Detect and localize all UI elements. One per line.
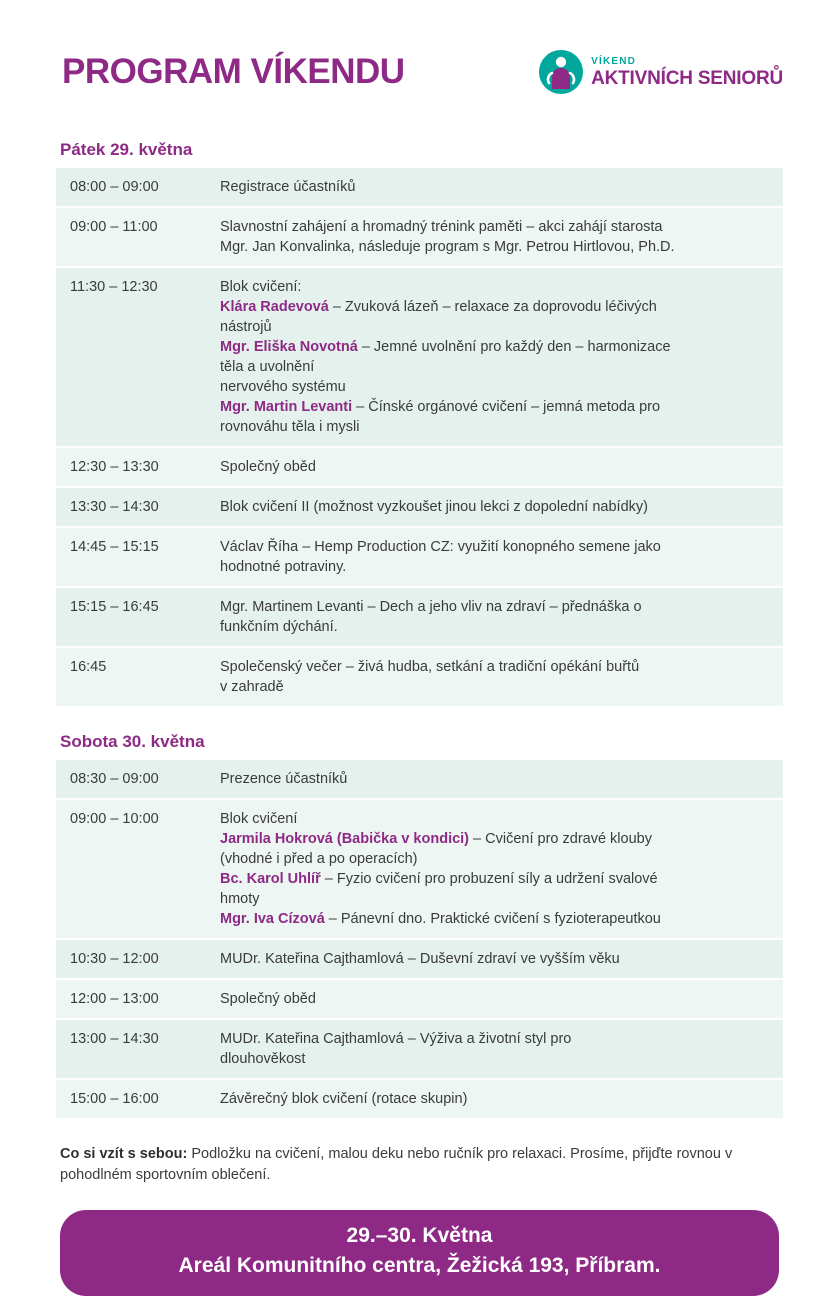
description-text: – Fyzio cvičení pro probuzení síly a udržení svalové [320,871,658,887]
description-text: dlouhověkost [220,1051,306,1067]
row-description [208,1019,783,1079]
description-line [220,597,773,617]
note-text: Podložku na cvičení, malou deku nebo ručník pro relaxaci. Prosíme, přijďte rovnou v pohodlném sportovním oblečení. [60,1146,733,1184]
table-row [56,1079,783,1118]
description-line [220,277,773,297]
description-line [220,617,773,637]
description-text: Blok cvičení II (možnost vyzkoušet jinou lekci z dopolední nabídky) [220,499,648,515]
day-title-saturday: Sobota 30. května [60,732,205,751]
description-line [220,869,773,889]
row-description [208,587,783,647]
table-row [56,487,783,527]
row-description [208,799,783,939]
description-line [220,297,773,317]
row-time: 10:30 – 12:00 [56,939,208,979]
table-row [56,168,783,207]
description-line [220,357,773,377]
presenter-name: Mgr. Martin Levanti [220,399,353,415]
schedule-table-friday [56,168,783,706]
senior-exercise-figure-icon [539,50,583,94]
description-text: Prezence účastníků [220,771,348,787]
row-description [208,760,783,799]
description-line [220,497,773,517]
description-text: těla a uvolnění [220,359,315,375]
logo-big-text: AKTIVNÍCH SENIORŮ [591,67,783,89]
description-line [220,949,773,969]
description-line [220,457,773,477]
presenter-name: Mgr. Eliška Novotná [220,339,358,355]
row-time: 09:00 – 10:00 [56,799,208,939]
table-row [56,939,783,979]
description-text: nervového systému [220,379,346,395]
presenter-name: Bc. Karol Uhlíř [220,871,321,887]
description-line [220,1049,773,1069]
description-line [220,829,773,849]
row-time: 08:00 – 09:00 [56,168,208,207]
description-text: MUDr. Kateřina Cajthamlová – Duševní zdraví ve vyšším věku [220,951,620,967]
description-text: – Jemné uvolnění pro každý den – harmonizace [357,339,671,355]
day-title-friday: Pátek 29. května [60,140,193,159]
bring-with-you-note [60,1144,779,1186]
row-description [208,979,783,1019]
description-text: hodnotné potraviny. [220,559,347,575]
event-banner [60,1210,779,1296]
description-line [220,1089,773,1109]
description-text: – Čínské orgánové cvičení – jemná metoda pro [352,399,661,415]
table-row [56,447,783,487]
description-text: MUDr. Kateřina Cajthamlová – Výživa a životní styl pro [220,1031,572,1047]
row-time: 08:30 – 09:00 [56,760,208,799]
description-text: Společenský večer – živá hudba, setkání a tradiční opékání buřtů [220,659,640,675]
note-label: Co si vzít s sebou: [60,1146,188,1162]
description-text: Blok cvičení [220,811,298,827]
description-line [220,889,773,909]
description-line [220,769,773,789]
description-text: – Pánevní dno. Praktické cvičení s fyzioterapeutkou [324,911,661,927]
description-text: Společný oběd [220,991,316,1007]
description-line [220,849,773,869]
table-row [56,1019,783,1079]
row-time: 12:00 – 13:00 [56,979,208,1019]
logo [539,50,783,94]
description-text: Společný oběd [220,459,316,475]
logo-text [591,57,783,88]
row-time: 16:45 [70,659,107,675]
description-text: Mgr. Martinem Levanti – Dech a jeho vliv na zdraví – přednáška o [220,599,642,615]
page-title: PROGRAM VÍKENDU [62,52,405,91]
description-line [220,397,773,417]
description-text: rovnováhu těla i mysli [220,419,360,435]
table-row [56,527,783,587]
presenter-name: Mgr. Iva Cízová [220,911,325,927]
page-header [56,48,783,110]
description-line [220,909,773,929]
row-description [208,1079,783,1118]
row-time: 11:30 – 12:30 [56,267,208,447]
description-line [220,377,773,397]
table-row [56,979,783,1019]
description-line [220,177,773,197]
description-line [220,677,773,697]
description-text: nástrojů [220,319,272,335]
description-line [220,989,773,1009]
description-line [220,337,773,357]
row-time: 15:15 – 16:45 [56,587,208,647]
description-text: Slavnostní zahájení a hromadný trénink paměti – akci zahájí starosta [220,219,663,235]
description-text: hmoty [220,891,260,907]
description-line [220,809,773,829]
row-description [208,168,783,207]
description-text: Blok cvičení: [220,279,302,295]
row-time: 12:30 – 13:30 [56,447,208,487]
description-text: (vhodné i před a po operacích) [220,851,418,867]
schedule-body-saturday [56,760,783,1118]
description-text: v zahradě [220,679,284,695]
row-time: 15:00 – 16:00 [70,1091,159,1107]
description-text: – Cvičení pro zdravé klouby [469,831,652,847]
banner-date: 29.–30. Května [346,1224,493,1248]
table-row [56,647,783,706]
description-line [220,217,773,237]
row-description [208,487,783,527]
row-time: 14:45 – 15:15 [56,527,208,587]
description-text: – Zvuková lázeň – relaxace za doprovodu léčivých [328,299,657,315]
row-description [208,939,783,979]
table-row [56,799,783,939]
row-description [208,267,783,447]
schedule-body-friday [56,168,783,706]
description-line [220,237,773,257]
description-text: funkčním dýchání. [220,619,338,635]
description-text: Závěrečný blok cvičení (rotace skupin) [220,1091,468,1107]
description-text: Václav Říha – Hemp Production CZ: využití konopného semene jako [220,539,661,555]
row-description [208,647,783,706]
banner-location: Areál Komunitního centra, Žežická 193, Příbram. [178,1254,661,1278]
row-time: 09:00 – 11:00 [56,207,208,267]
row-description [208,447,783,487]
description-line [220,537,773,557]
table-row [56,760,783,799]
table-row [56,587,783,647]
description-line [220,417,773,437]
logo-small-text: VÍKEND [591,55,637,67]
table-row [56,267,783,447]
row-time: 13:30 – 14:30 [56,487,208,527]
description-line [220,657,773,677]
row-time: 13:00 – 14:30 [56,1019,208,1079]
description-text: Mgr. Jan Konvalinka, následuje program s Mgr. Petrou Hirtlovou, Ph.D. [220,239,675,255]
description-line [220,317,773,337]
presenter-name: Jarmila Hokrová (Babička v kondici) [220,831,470,847]
description-text: Registrace účastníků [220,179,356,195]
description-line [220,1029,773,1049]
presenter-name: Klára Radevová [220,299,329,315]
table-row [56,207,783,267]
schedule-table-saturday [56,760,783,1118]
row-description [208,207,783,267]
description-line [220,557,773,577]
row-description [208,527,783,587]
